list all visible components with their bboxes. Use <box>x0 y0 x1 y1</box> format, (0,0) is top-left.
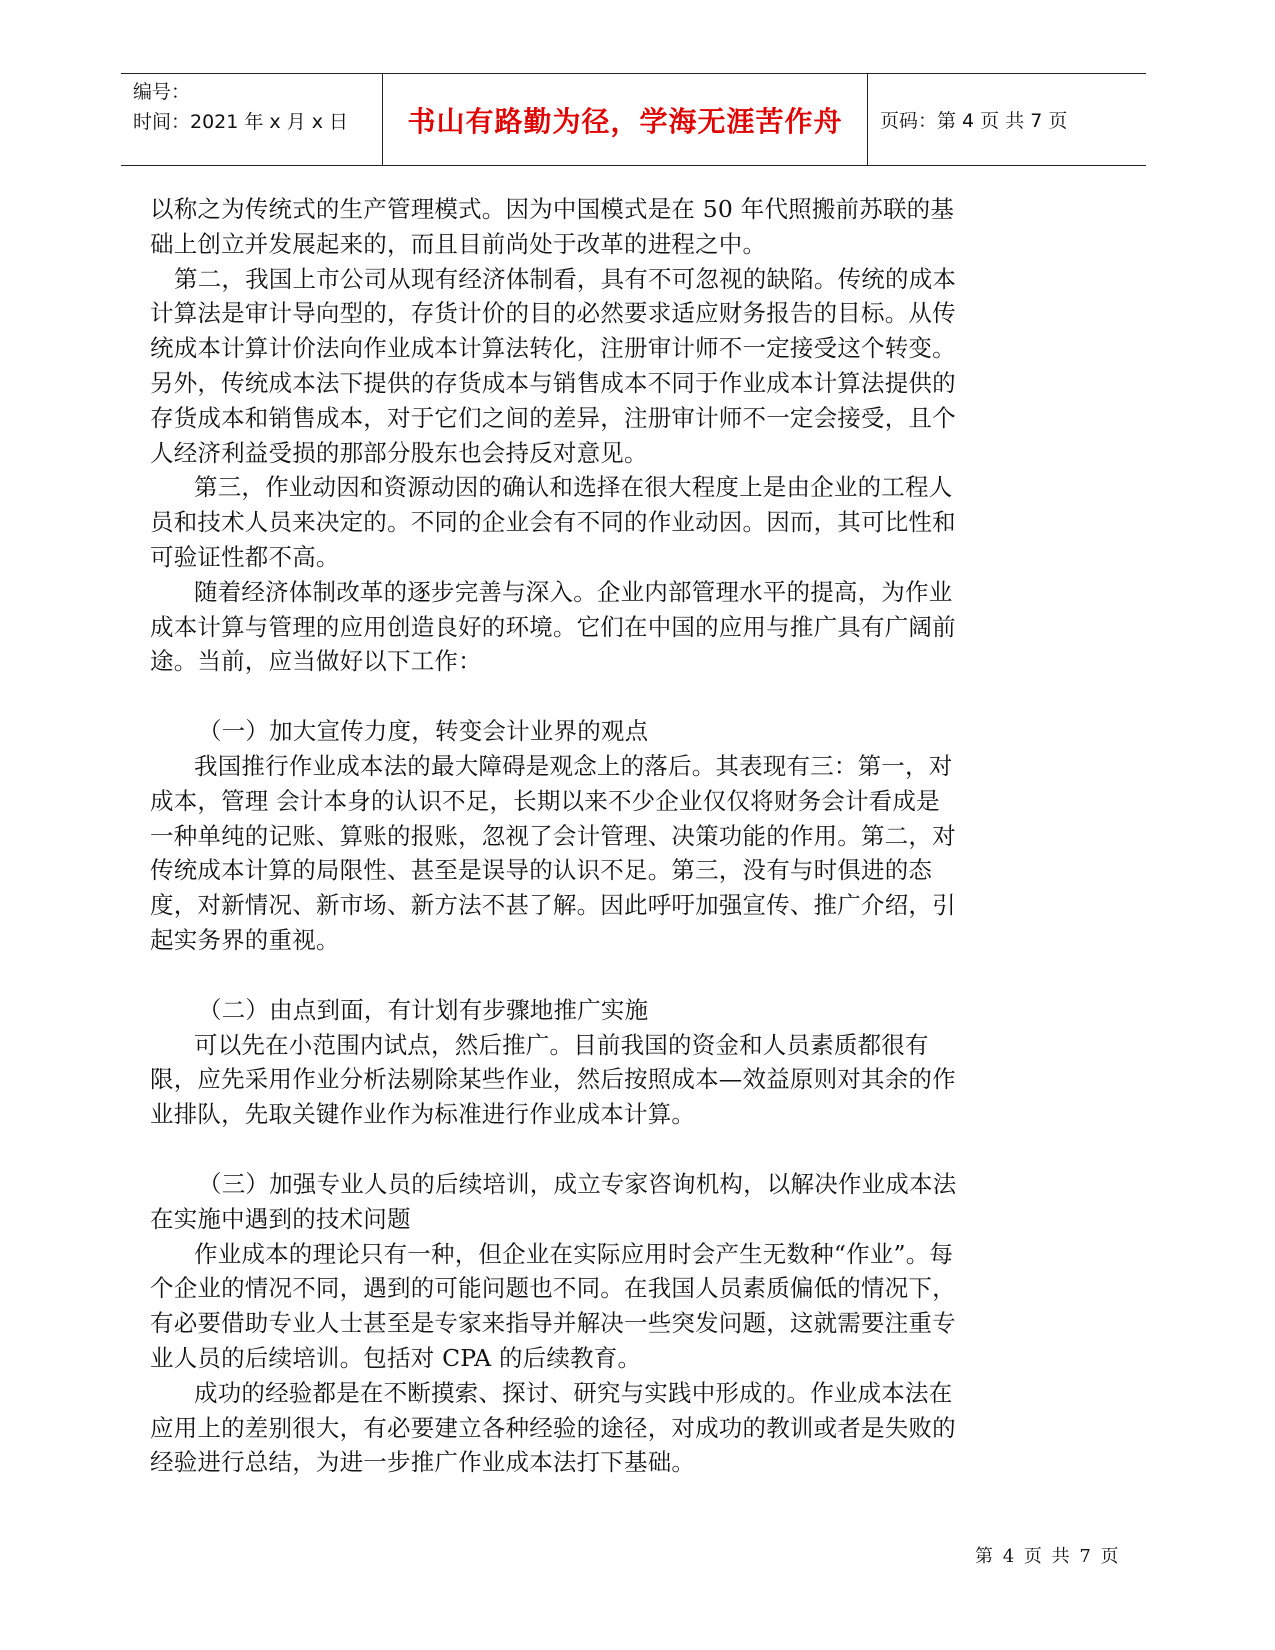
paragraph: 成功的经验都是在不断摸索、探讨、研究与实践中形成的。作业成本法在应用上的差别很大，有必要建立各种经验的途径，对成功的教训或者是失败的经验进行总结，为进一步推广作业成本法打下基础。 <box>150 1378 956 1477</box>
document-date: 时间：2021 年 x 月 x 日 <box>133 111 349 133</box>
section-heading: （三）加强专业人员的后续培训，成立专家咨询机构，以解决作业成本法在实施中遇到的技术问题 <box>150 1169 957 1233</box>
document-body <box>150 192 960 1480</box>
page-header <box>121 73 1146 166</box>
paragraph: 以称之为传统式的生产管理模式。因为中国模式是在 50 年代照搬前苏联的基础上创立并发展起来的，而且目前尚处于改革的进程之中。 <box>150 195 955 258</box>
section-heading: （二）由点到面，有计划有步骤地推广实施 <box>198 995 649 1024</box>
paragraph: 随着经济体制改革的逐步完善与深入。企业内部管理水平的提高，为作业成本计算与管理的应用创造良好的环境。它们在中国的应用与推广具有广阔前途。当前，应当做好以下工作： <box>150 577 956 676</box>
paragraph: 第三，作业动因和资源动因的确认和选择在很大程度上是由企业的工程人员和技术人员来决定的。不同的企业会有不同的作业动因。因而，其可比性和可验证性都不高。 <box>150 473 956 571</box>
header-page-info: 页码：第 4 页 共 7 页 <box>880 110 1068 132</box>
paragraph: 第二，我国上市公司从现有经济体制看，具有不可忽视的缺陷。传统的成本计算法是审计导向型的，存货计价的目的必然要求适应财务报告的目标。从传统成本计算计价法向作业成本计算法转化，注册审计师不一定接受这个转变。另外，传统成本法下提供的存货成本与销售成本不同于作业成本计算法提供的存货成本和销售成本，对于它们之间的差异，注册审计师不一定会接受，且个人经济利益受损的那部分股东也会持反对意见。 <box>150 264 957 467</box>
paragraph: 我国推行作业成本法的最大障碍是观念上的落后。其表现有三：第一，对成本，管理 会计本身的认识不足，长期以来不少企业仅仅将财务会计看成是一种单纯的记账、算账的报账，忽视了会计管理、决策功能的作用。第二，对传统成本计算的局限性、甚至是误导的认识不足。第三，没有与时俱进的态度，对新情况、新市场、新方法不甚了解。因此呼吁加强宣传、推广介绍，引起实务界的重视。 <box>150 751 956 954</box>
page-footer: 第 4 页 共 7 页 <box>975 1546 1121 1567</box>
header-motto: 书山有路勤为径，学海无涯苦作舟 <box>383 74 868 165</box>
document-number-label: 编号： <box>133 81 191 103</box>
paragraph: 可以先在小范围内试点，然后推广。目前我国的资金和人员素质都很有限，应先采用作业分析法剔除某些作业，然后按照成本—效益原则对其余的作业排队，先取关键作业作为标准进行作业成本计算。 <box>150 1030 956 1129</box>
section-heading: （一）加大宣传力度，转变会计业界的观点 <box>198 717 649 746</box>
paragraph: 作业成本的理论只有一种，但企业在实际应用时会产生无数种“作业”。每个企业的情况不同，遇到的可能问题也不同。在我国人员素质偏低的情况下，有必要借助专业人士甚至是专家来指导并解决一些突发问题，这就需要注重专业人员的后续培训。包括对 CPA 的后续教育。 <box>150 1239 956 1372</box>
header-left-cell <box>121 74 383 165</box>
